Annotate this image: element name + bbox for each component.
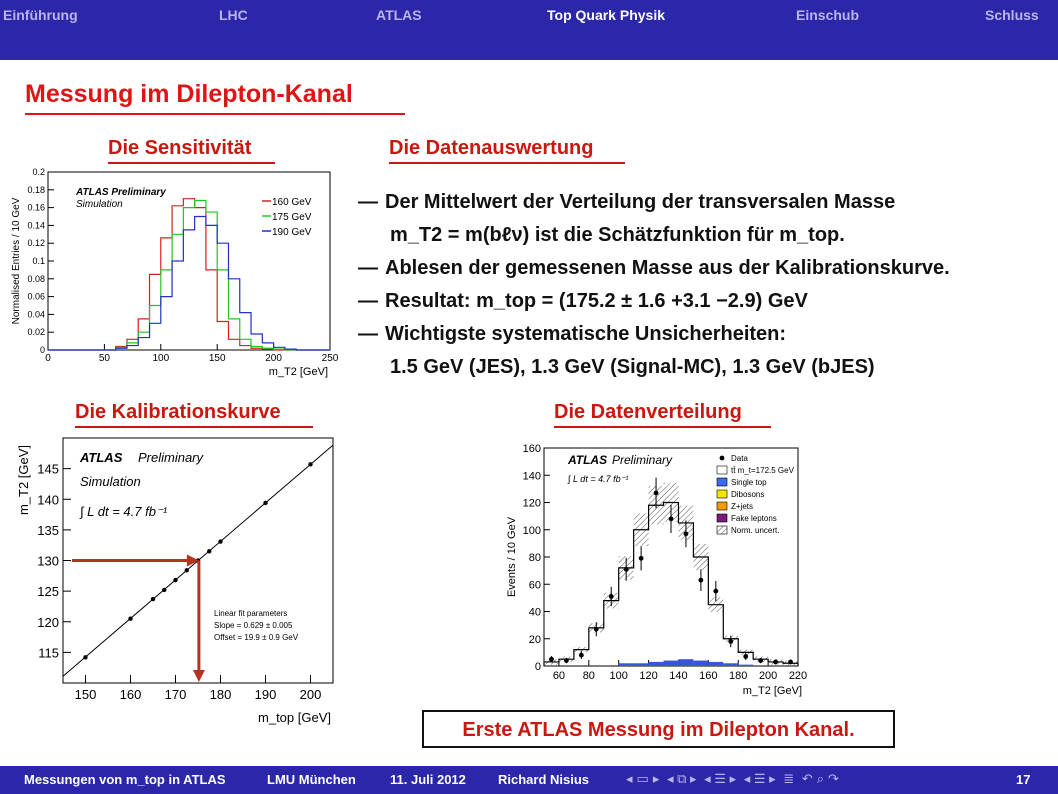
y-tick-label: 120 bbox=[522, 497, 541, 510]
fit-annotation: Linear fit parameters bbox=[214, 609, 288, 618]
plot-annotation: ∫ L dt = 4.7 fb⁻¹ bbox=[80, 504, 168, 519]
background-bar bbox=[693, 661, 708, 666]
distribution-chart bbox=[502, 436, 814, 700]
calibration-point bbox=[263, 501, 267, 505]
data-point bbox=[743, 654, 748, 659]
x-tick-label: 250 bbox=[321, 353, 339, 364]
calibration-point bbox=[185, 568, 189, 572]
section-analysis-heading: Die Datenauswertung bbox=[389, 137, 594, 159]
bullet-text: Der Mittelwert der Verteilung der transversalen Masse bbox=[385, 191, 896, 213]
y-tick-label: 0.06 bbox=[27, 291, 45, 302]
x-axis-label: m_T2 [GeV] bbox=[742, 685, 802, 697]
plot-annotation: Preliminary bbox=[612, 453, 673, 467]
data-point bbox=[654, 491, 659, 496]
data-point bbox=[684, 531, 689, 536]
nav-triangle-right-icon[interactable]: ▸ bbox=[652, 771, 660, 786]
y-tick-label: 120 bbox=[37, 614, 59, 630]
x-tick-label: 0 bbox=[45, 353, 51, 364]
slide-title: Messung im Dilepton-Kanal bbox=[25, 80, 353, 108]
y-axis-label: Normalised Entries / 10 GeV bbox=[11, 197, 22, 325]
x-tick-label: 170 bbox=[164, 687, 187, 702]
data-point bbox=[788, 660, 793, 665]
y-tick-label: 115 bbox=[38, 645, 59, 661]
legend-label: 175 GeV bbox=[272, 212, 312, 223]
x-tick-label: 140 bbox=[669, 670, 688, 682]
fit-annotation: Offset = 19.9 ± 0.9 GeV bbox=[214, 633, 299, 642]
plot-annotation: Simulation bbox=[80, 474, 141, 489]
x-tick-label: 50 bbox=[98, 353, 110, 364]
background-bar bbox=[738, 665, 753, 666]
plot-annotation: ATLAS bbox=[568, 453, 608, 467]
plot-annotation: Simulation bbox=[76, 199, 123, 210]
y-tick-label: 80 bbox=[528, 552, 541, 564]
x-tick-label: 190 bbox=[254, 687, 277, 702]
bullet-text: 1.5 GeV (JES), 1.3 GeV (Signal-MC), 1.3 GeV (bJES) bbox=[390, 356, 875, 378]
y-tick-label: 0.1 bbox=[32, 256, 45, 266]
data-point bbox=[594, 627, 599, 632]
nav-section-icon[interactable]: ◂ ☰ ▸ bbox=[704, 771, 737, 786]
y-tick-label: 0.18 bbox=[27, 184, 45, 195]
x-tick-label: 150 bbox=[74, 687, 97, 702]
nav-subsection-icon[interactable]: ◂ ⧉ ▸ bbox=[666, 771, 697, 786]
y-tick-label: 0 bbox=[39, 345, 45, 355]
x-tick-label: 80 bbox=[582, 670, 595, 682]
nav-tab-atlas[interactable]: ATLAS bbox=[376, 7, 422, 23]
y-tick-label: 0.14 bbox=[27, 220, 45, 231]
x-tick-label: 220 bbox=[788, 670, 808, 682]
data-point bbox=[639, 556, 644, 561]
plot-annotation: Preliminary bbox=[138, 450, 204, 465]
readout-arrow-head bbox=[193, 670, 205, 682]
calibration-point bbox=[128, 616, 132, 620]
beamer-navigation-icons bbox=[626, 771, 843, 787]
section-underline bbox=[389, 162, 625, 164]
footer-institute: LMU München bbox=[267, 772, 356, 787]
analysis-bullet-list: — Der Mittelwert der Verteilung der transversalen Masse m_T2 = m(bℓν) ist die Schätzfunktion für m_top. — Ablesen der gemessenen Masse aus der Kalibrationskurve. — Resultat: m_top = (175.2 ± 1.6 +3.1 −2.9) GeV — Wichtigste systematische Unsicherheiten: 1.5 GeV (JES), 1.3 GeV (Signal-MC), 1.3 GeV (bJES) bbox=[358, 191, 950, 378]
bullet-text: Wichtigste systematische Unsicherheiten: bbox=[385, 323, 787, 345]
x-tick-label: 200 bbox=[299, 687, 322, 702]
legend-label: Z+jets bbox=[731, 502, 754, 511]
footer-bar bbox=[0, 766, 1058, 794]
data-point bbox=[698, 578, 703, 583]
y-tick-label: 125 bbox=[37, 584, 59, 600]
y-tick-label: 140 bbox=[37, 492, 59, 508]
y-tick-label: 0.2 bbox=[32, 168, 45, 177]
calibration-point bbox=[173, 578, 177, 582]
legend-marker bbox=[717, 478, 727, 486]
plot-annotation: ATLAS Preliminary bbox=[76, 187, 166, 198]
data-point bbox=[624, 567, 629, 572]
nav-align-icon[interactable]: ≣ bbox=[783, 771, 795, 786]
plot-annotation: ATLAS bbox=[80, 450, 123, 465]
sensitivity-chart bbox=[8, 168, 348, 382]
x-tick-label: 160 bbox=[119, 687, 142, 702]
nav-search-icon[interactable]: ⌕ bbox=[816, 771, 825, 786]
section-underline bbox=[554, 426, 771, 428]
y-tick-label: 135 bbox=[37, 522, 59, 538]
data-point bbox=[669, 516, 674, 521]
y-tick-label: 0.02 bbox=[27, 327, 45, 338]
nav-forward-icon[interactable]: ↷ bbox=[828, 771, 839, 786]
legend-marker bbox=[717, 466, 727, 474]
nav-back-icon[interactable]: ↶ bbox=[801, 771, 813, 786]
y-tick-label: 160 bbox=[522, 443, 541, 455]
data-point bbox=[549, 657, 554, 662]
result-callout-text: Erste ATLAS Messung im Dilepton Kanal. bbox=[462, 719, 855, 741]
footer-author: Richard Nisius bbox=[498, 772, 590, 787]
nav-triangle-left-icon[interactable]: ◂ bbox=[626, 771, 633, 786]
y-tick-label: 20 bbox=[528, 633, 541, 646]
top-navigation bbox=[0, 0, 1058, 60]
footer-talk-title: Messungen von m_top in ATLAS bbox=[24, 772, 226, 787]
data-point bbox=[564, 658, 569, 663]
y-tick-label: 100 bbox=[522, 524, 541, 537]
y-axis-label: Events / 10 GeV bbox=[506, 516, 518, 598]
result-callout-box bbox=[422, 710, 895, 748]
calibration-point bbox=[218, 539, 222, 543]
x-tick-label: 150 bbox=[208, 353, 226, 364]
calibration-point bbox=[83, 655, 87, 659]
y-tick-label: 0.08 bbox=[27, 273, 45, 284]
y-tick-label: 0.16 bbox=[27, 202, 45, 213]
legend-label: tt̄ m_t=172.5 GeV bbox=[731, 466, 794, 475]
legend-label: Data bbox=[731, 454, 748, 463]
legend-marker bbox=[717, 502, 727, 510]
calibration-point bbox=[151, 597, 155, 601]
x-tick-label: 100 bbox=[609, 670, 628, 682]
y-tick-label: 140 bbox=[522, 470, 541, 483]
title-underline bbox=[25, 113, 405, 115]
legend-label: Single top bbox=[731, 478, 767, 487]
legend-marker bbox=[717, 490, 727, 498]
data-point bbox=[728, 639, 733, 644]
section-distribution-heading: Die Datenverteilung bbox=[554, 401, 742, 423]
x-tick-label: 180 bbox=[209, 687, 232, 702]
legend-marker bbox=[720, 456, 725, 461]
calibration-point bbox=[162, 588, 166, 592]
background-bar bbox=[723, 663, 738, 666]
nav-section-icon[interactable]: ◂ ☰ ▸ bbox=[743, 771, 776, 786]
background-bar bbox=[664, 661, 679, 666]
bullet-text: Resultat: m_top = (175.2 ± 1.6 +3.1 −2.9) GeV bbox=[385, 290, 808, 312]
section-sensitivity-heading: Die Sensitivität bbox=[108, 137, 252, 159]
section-calibration-heading: Die Kalibrationskurve bbox=[75, 401, 281, 423]
data-point bbox=[773, 660, 778, 665]
x-tick-label: 120 bbox=[639, 670, 658, 682]
y-tick-label: 0.12 bbox=[27, 238, 45, 249]
data-point bbox=[579, 653, 584, 658]
data-point bbox=[713, 589, 718, 594]
background-bar bbox=[649, 662, 664, 666]
footer-date: 11. Juli 2012 bbox=[390, 772, 466, 787]
x-tick-label: 180 bbox=[729, 670, 748, 682]
calibration-chart bbox=[6, 430, 342, 730]
footer-page-number: 17 bbox=[1016, 772, 1031, 787]
x-tick-label: 60 bbox=[552, 670, 566, 682]
y-tick-label: 145 bbox=[37, 461, 59, 477]
legend-label: 190 GeV bbox=[272, 227, 312, 238]
y-axis-label: m_T2 [GeV] bbox=[16, 444, 31, 516]
y-tick-label: 0.04 bbox=[27, 309, 45, 320]
x-tick-label: 200 bbox=[265, 353, 282, 364]
nav-tab-schluss[interactable]: Schluss bbox=[985, 7, 1039, 23]
legend-marker bbox=[717, 526, 727, 534]
legend-label: Dibosons bbox=[731, 490, 765, 499]
calibration-point bbox=[308, 462, 312, 466]
nav-tab-top-quark-physik[interactable]: Top Quark Physik bbox=[547, 7, 665, 23]
legend-label: 160 GeV bbox=[272, 197, 312, 208]
calibration-point bbox=[207, 549, 211, 553]
section-underline bbox=[75, 426, 313, 428]
background-bar bbox=[634, 663, 649, 666]
legend-label: Fake leptons bbox=[731, 514, 777, 523]
nav-frame-icon[interactable]: ▭ bbox=[636, 771, 649, 786]
bullet-text: m_T2 = m(bℓν) ist die Schätzfunktion für m_top. bbox=[390, 224, 845, 246]
plot-annotation: ∫ L dt = 4.7 fb⁻¹ bbox=[568, 474, 629, 484]
background-bar bbox=[619, 663, 634, 666]
legend-label: Norm. uncert. bbox=[731, 526, 780, 535]
background-bar bbox=[708, 662, 723, 666]
nav-tab-einschub[interactable]: Einschub bbox=[796, 7, 860, 23]
legend-marker bbox=[717, 514, 727, 522]
y-tick-label: 60 bbox=[528, 579, 541, 592]
fit-annotation: Slope = 0.629 ± 0.005 bbox=[214, 621, 293, 630]
x-tick-label: 100 bbox=[152, 353, 170, 364]
nav-tab-lhc[interactable]: LHC bbox=[219, 7, 248, 23]
y-tick-label: 130 bbox=[37, 553, 59, 569]
data-point bbox=[758, 658, 763, 663]
bullet-text: Ablesen der gemessenen Masse aus der Kalibrationskurve. bbox=[385, 257, 950, 279]
x-axis-label: m_top [GeV] bbox=[258, 710, 331, 725]
y-tick-label: 40 bbox=[528, 606, 541, 619]
y-tick-label: 0 bbox=[534, 661, 541, 673]
section-underline bbox=[108, 162, 275, 164]
background-bar bbox=[678, 659, 693, 666]
x-axis-label: m_T2 [GeV] bbox=[268, 366, 328, 378]
x-tick-label: 160 bbox=[699, 670, 718, 682]
data-point bbox=[609, 594, 614, 599]
x-tick-label: 200 bbox=[758, 670, 778, 682]
nav-tab-einfuehrung[interactable]: Einführung bbox=[3, 7, 78, 23]
